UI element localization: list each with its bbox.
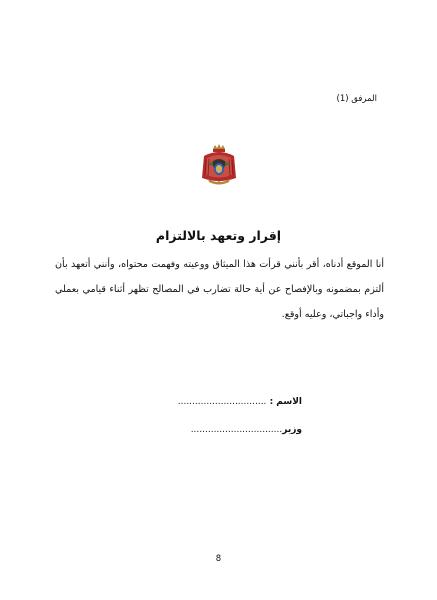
attachment-label: المرفق (1) (336, 94, 377, 104)
signature-name-line (178, 397, 302, 407)
jordan-royal-emblem-icon (198, 142, 240, 186)
page-number: 8 (215, 554, 222, 564)
name-dots: ............................... (177, 397, 267, 407)
signature-minister-line (191, 425, 302, 435)
name-label: الاسم : (269, 397, 302, 407)
minister-label: وزير (282, 425, 302, 435)
declaration-text: أنا الموقع أدناه، أقر بأنني قرأت هذا الميثاق ووعيته وفهمت محتواه، وأنني أتعهد بأن ألتزم بمضمونه وبالإفصاح عن أية حالة تضارب في المصالح تظهر أثناء قيامي بعملي وأداء واجباتي، وعليه أوقع. (55, 259, 384, 320)
minister-dots: ................................ (190, 425, 283, 435)
document-title: إقرار وتعهد بالالتزام (155, 228, 282, 243)
